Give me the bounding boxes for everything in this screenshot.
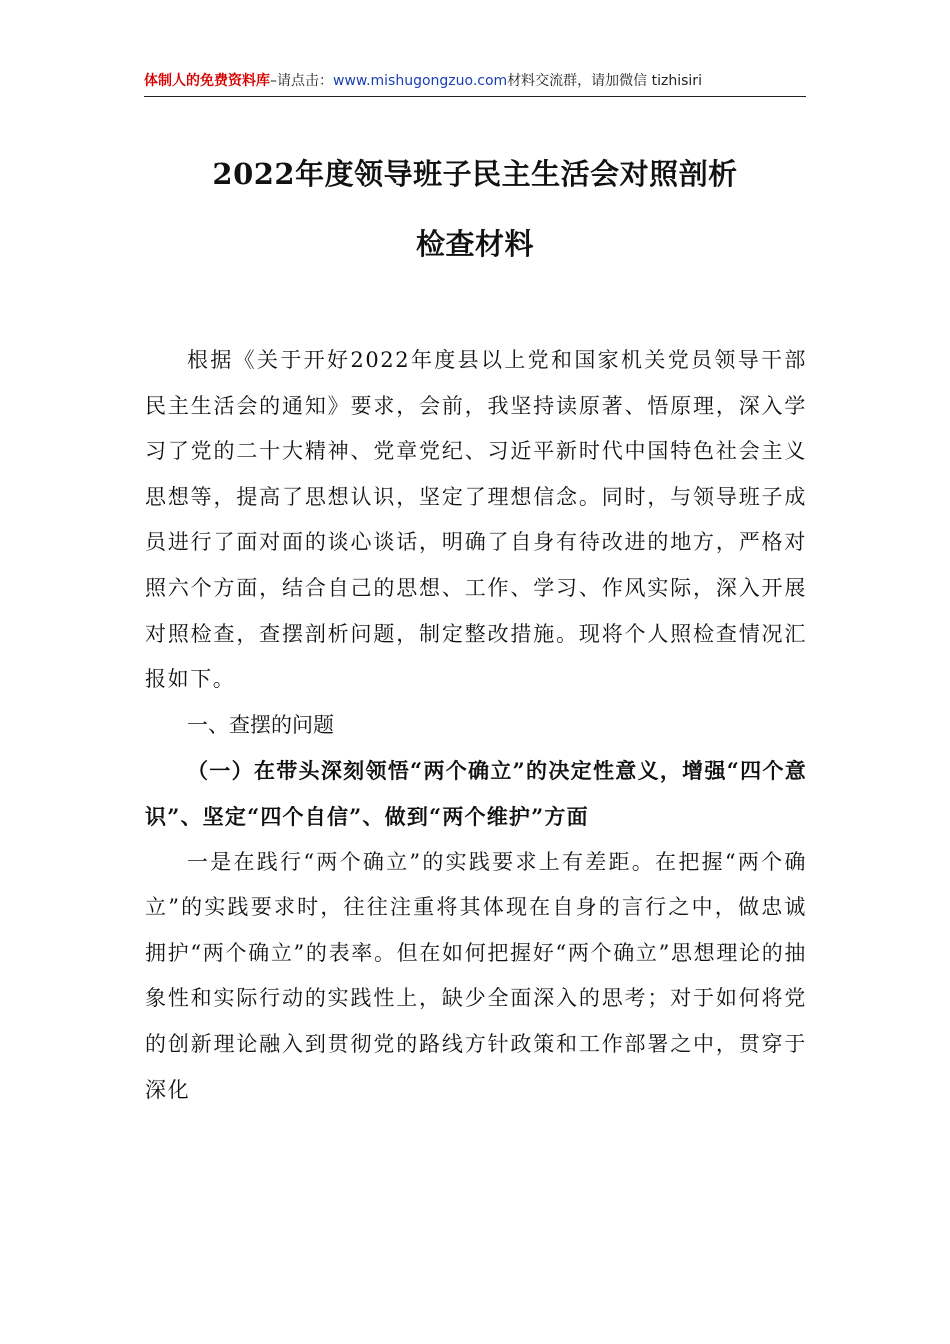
header-url-link[interactable]: www.mishugongzuo.com [333,73,508,89]
document-body [145,338,807,1113]
header-prompt: –请点击： [270,73,333,89]
document-title-line1: 2022年度领导班子民主生活会对照剖析 [212,157,738,191]
subsection-heading: （一）在带头深刻领悟“两个确立”的决定性意义，增强“四个意识”、坚定“四个自信”、做到“两个维护”方面 [145,758,807,829]
section-heading: 一、查摆的问题 [187,712,334,737]
page-header [144,70,806,97]
document-title-line2: 检查材料 [415,227,534,261]
intro-paragraph: 根据《关于开好2022年度县以上党和国家机关党员领导干部民主生活会的通知》要求，会前，我坚持读原著、悟原理，深入学习了党的二十大精神、党章党纪、习近平新时代中国特色社会主义思想等，提高了思想认识，坚定了理想信念。同时，与领导班子成员进行了面对面的谈心谈话，明确了自身有待改进的地方，严格对照六个方面，结合自己的思想、工作、学习、作风实际，深入开展对照检查，查摆剖析问题，制定整改措施。现将个人照检查情况汇报如下。 [145,348,807,692]
header-brand: 体制人的免费资料库 [144,73,270,89]
header-suffix: 材料交流群，请加微信 tizhisiri [507,73,702,89]
point-paragraph: 一是在践行“两个确立”的实践要求上有差距。在把握“两个确立”的实践要求时，往往注重将其体现在自身的言行之中，做忠诚拥护“两个确立”的表率。但在如何把握好“两个确立”思想理论的抽象性和实际行动的实践性上，缺少全面深入的思考；对于如何将党的创新理论融入到贯彻党的路线方针政策和工作部署之中，贯穿于深化 [145,849,807,1102]
